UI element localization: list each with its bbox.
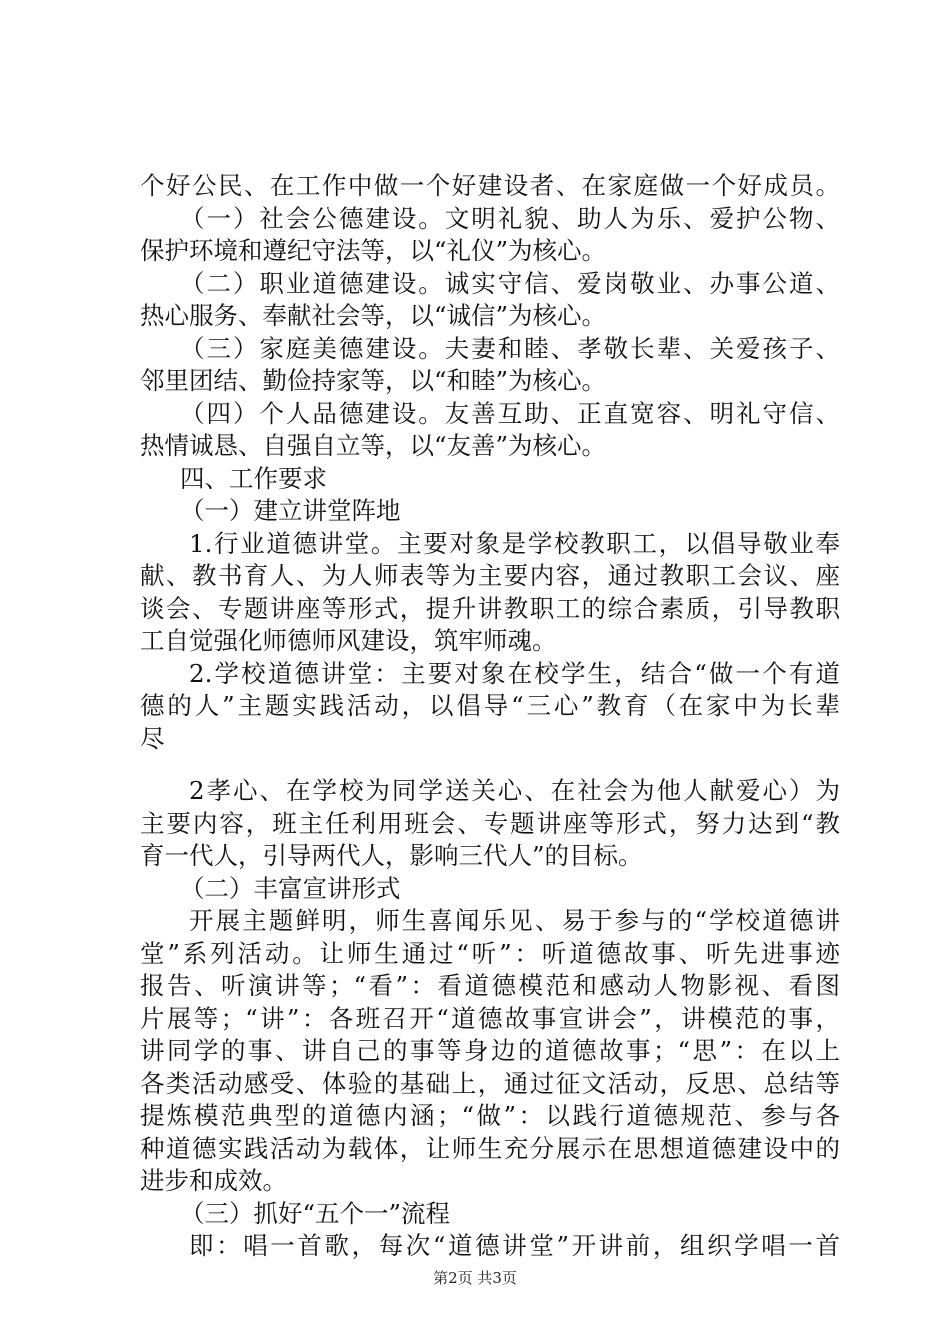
paragraph-line: 报告、听演讲等；“看”：看道德模范和感动人物影视、看图 bbox=[140, 971, 840, 1000]
subsection-heading: （三）抓好“五个一”流程 bbox=[180, 1198, 451, 1228]
paragraph-gap bbox=[140, 755, 840, 775]
paragraph-line: 各类活动感受、体验的基础上，通过征文活动，反思、总结等 bbox=[140, 1068, 840, 1098]
paragraph-line: 2.学校道德讲堂：主要对象在校学生，结合“做一个有道 bbox=[189, 658, 840, 688]
paragraph-line: 即：唱一首歌，每次“道德讲堂”开讲前，组织学唱一首 bbox=[189, 1231, 840, 1260]
paragraph-line: 提炼模范典型的道德内涵；“做”：以践行道德规范、参与各 bbox=[140, 1101, 840, 1130]
paragraph-line: （二）职业道德建设。诚实守信、爱岗敬业、办事公道、 bbox=[180, 268, 840, 298]
document-body bbox=[140, 170, 840, 1263]
paragraph-line: 尽 bbox=[140, 723, 165, 753]
paragraph-line: 堂”系列活动。让师生通过“听”：听道德故事、听先进事迹 bbox=[140, 938, 840, 968]
paragraph-line: 热心服务、奉献社会等，以“诚信”为核心。 bbox=[140, 301, 607, 330]
paragraph-line: 讲同学的事、讲自己的事等身边的道德故事；“思”：在以上 bbox=[140, 1036, 840, 1065]
paragraph-line: （三）家庭美德建设。夫妻和睦、孝敬长辈、关爱孩子、 bbox=[180, 333, 840, 363]
subsection-heading: （二）丰富宣讲形式 bbox=[180, 873, 401, 903]
paragraph-line: 谈会、专题讲座等形式，提升讲教职工的综合素质，引导教职 bbox=[140, 593, 840, 623]
paragraph-line: （一）社会公德建设。文明礼貌、助人为乐、爱护公物、 bbox=[180, 203, 840, 233]
paragraph-line: 献、教书育人、为人师表等为主要内容，通过教职工会议、座 bbox=[140, 561, 840, 590]
paragraph-line: 德的人”主题实践活动，以倡导“三心”教育（在家中为长辈 bbox=[140, 691, 840, 720]
paragraph-line: 邻里团结、勤俭持家等，以“和睦”为核心。 bbox=[140, 366, 607, 395]
paragraph-line: 1.行业道德讲堂。主要对象是学校教职工，以倡导敬业奉 bbox=[189, 528, 840, 558]
paragraph-line: 开展主题鲜明，师生喜闻乐见、易于参与的“学校道德讲 bbox=[189, 906, 840, 935]
subsection-heading: （一）建立讲堂阵地 bbox=[180, 496, 401, 525]
paragraph-line: 保护环境和遵纪守法等，以“礼仪”为核心。 bbox=[140, 236, 607, 265]
paragraph-line: 育一代人，引导两代人，影响三代人”的目标。 bbox=[140, 841, 643, 870]
paragraph-line: 主要内容，班主任利用班会、专题讲座等形式，努力达到“教 bbox=[140, 808, 840, 838]
section-heading: 四、工作要求 bbox=[180, 463, 327, 493]
paragraph-line: 热情诚恳、自强自立等，以“友善”为核心。 bbox=[140, 431, 607, 460]
page-number-footer: 第2页 共3页 bbox=[433, 1269, 517, 1287]
paragraph-line: 工自觉强化师德师风建设，筑牢师魂。 bbox=[140, 626, 557, 655]
paragraph-line: （四）个人品德建设。友善互助、正直宽容、明礼守信、 bbox=[180, 398, 840, 428]
paragraph-line: 种道德实践活动为载体，让师生充分展示在思想道德建设中的 bbox=[140, 1133, 840, 1163]
paragraph-line: 片展等；“讲”：各班召开“道德故事宣讲会”，讲模范的事， bbox=[140, 1003, 840, 1033]
paragraph-line: 个好公民、在工作中做一个好建设者、在家庭做一个好成员。 bbox=[140, 171, 840, 200]
paragraph-line: 2孝心、在学校为同学送关心、在社会为他人献爱心）为 bbox=[189, 776, 840, 805]
paragraph-line: 进步和成效。 bbox=[140, 1166, 287, 1195]
